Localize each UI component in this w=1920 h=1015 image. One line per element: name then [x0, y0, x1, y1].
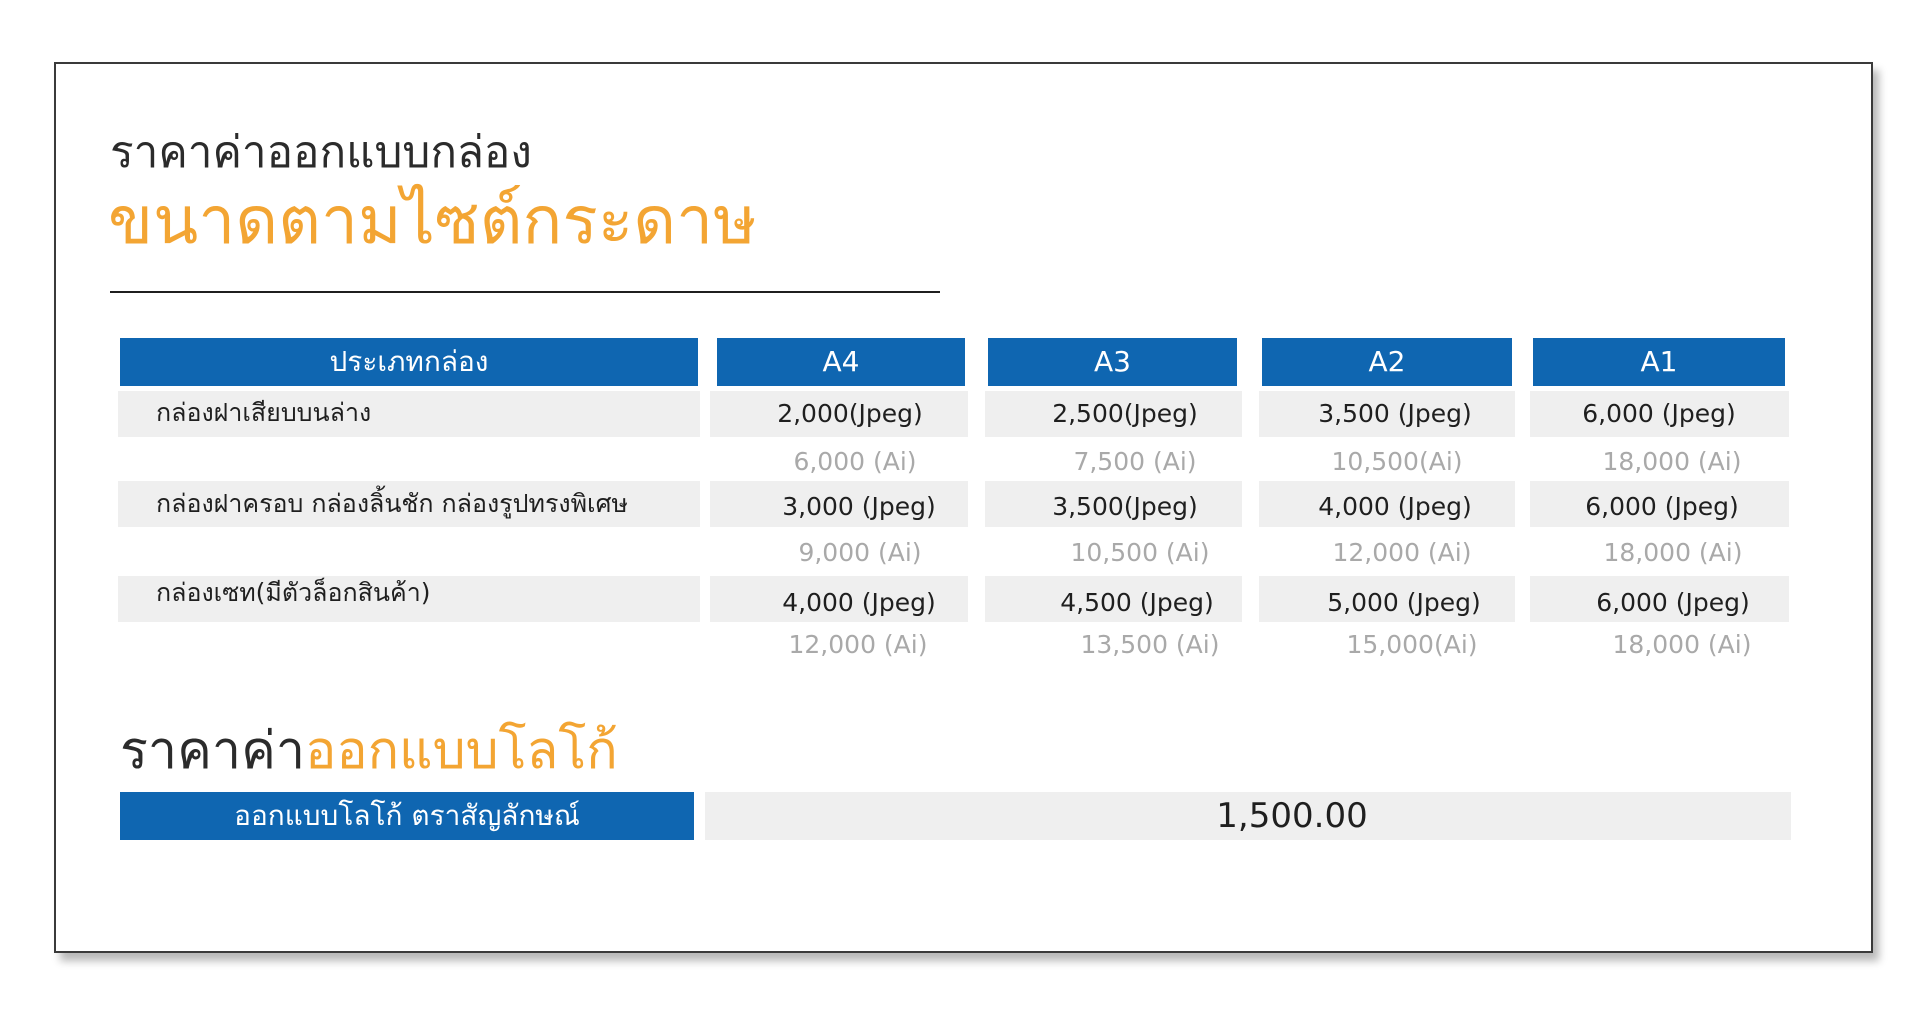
price-ai-a2: 10,500(Ai) — [1331, 447, 1463, 476]
logo-design-price: 1,500.00 — [1216, 796, 1368, 836]
row-label-set-box: กล่องเซท(มีตัวล็อกสินค้า) — [156, 578, 431, 607]
price-ai-a3: 10,500 (Ai) — [1070, 538, 1210, 567]
price-ai-a2: 12,000 (Ai) — [1332, 538, 1472, 567]
page-subtitle: ขนาดตามไซต์กระดาษ — [108, 182, 757, 259]
header-a2: A2 — [1262, 338, 1512, 386]
price-jpeg-a1: 6,000 (Jpeg) — [1596, 588, 1750, 617]
price-jpeg-a3: 3,500(Jpeg) — [1052, 492, 1198, 521]
header-box-type: ประเภทกล่อง — [120, 338, 698, 386]
header-a4: A4 — [717, 338, 965, 386]
price-jpeg-a1: 6,000 (Jpeg) — [1585, 492, 1739, 521]
price-jpeg-a3: 2,500(Jpeg) — [1052, 399, 1198, 428]
row-label-lid-drawer-special-box: กล่องฝาครอบ กล่องลิ้นชัก กล่องรูปทรงพิเศษ — [156, 489, 628, 518]
logo-section-title — [120, 721, 618, 781]
header-a1: A1 — [1533, 338, 1785, 386]
price-jpeg-a3: 4,500 (Jpeg) — [1060, 588, 1214, 617]
price-ai-a4: 12,000 (Ai) — [788, 630, 928, 659]
price-ai-a2: 15,000(Ai) — [1346, 630, 1478, 659]
price-jpeg-a2: 3,500 (Jpeg) — [1318, 399, 1472, 428]
logo-design-label: ออกแบบโลโก้ ตราสัญลักษณ์ — [120, 792, 694, 840]
price-ai-a4: 6,000 (Ai) — [793, 447, 917, 476]
price-jpeg-a1: 6,000 (Jpeg) — [1582, 399, 1736, 428]
page-title: ราคาค่าออกแบบกล่อง — [110, 127, 532, 178]
logo-title-orange: ออกแบบโลโก้ — [305, 721, 618, 781]
price-ai-a1: 18,000 (Ai) — [1612, 630, 1752, 659]
price-jpeg-a4: 4,000 (Jpeg) — [782, 588, 936, 617]
row-label-tuck-end-box: กล่องฝาเสียบบนล่าง — [156, 398, 372, 427]
price-jpeg-a2: 5,000 (Jpeg) — [1327, 588, 1481, 617]
price-ai-a3: 7,500 (Ai) — [1073, 447, 1197, 476]
header-a3: A3 — [988, 338, 1237, 386]
price-jpeg-a4: 3,000 (Jpeg) — [782, 492, 936, 521]
price-ai-a3: 13,500 (Ai) — [1080, 630, 1220, 659]
price-jpeg-a2: 4,000 (Jpeg) — [1318, 492, 1472, 521]
price-ai-a4: 9,000 (Ai) — [798, 538, 922, 567]
price-ai-a1: 18,000 (Ai) — [1603, 538, 1743, 567]
price-jpeg-a4: 2,000(Jpeg) — [777, 399, 923, 428]
logo-title-dark: ราคาค่า — [120, 721, 306, 781]
price-ai-a1: 18,000 (Ai) — [1602, 447, 1742, 476]
title-divider — [110, 291, 940, 293]
